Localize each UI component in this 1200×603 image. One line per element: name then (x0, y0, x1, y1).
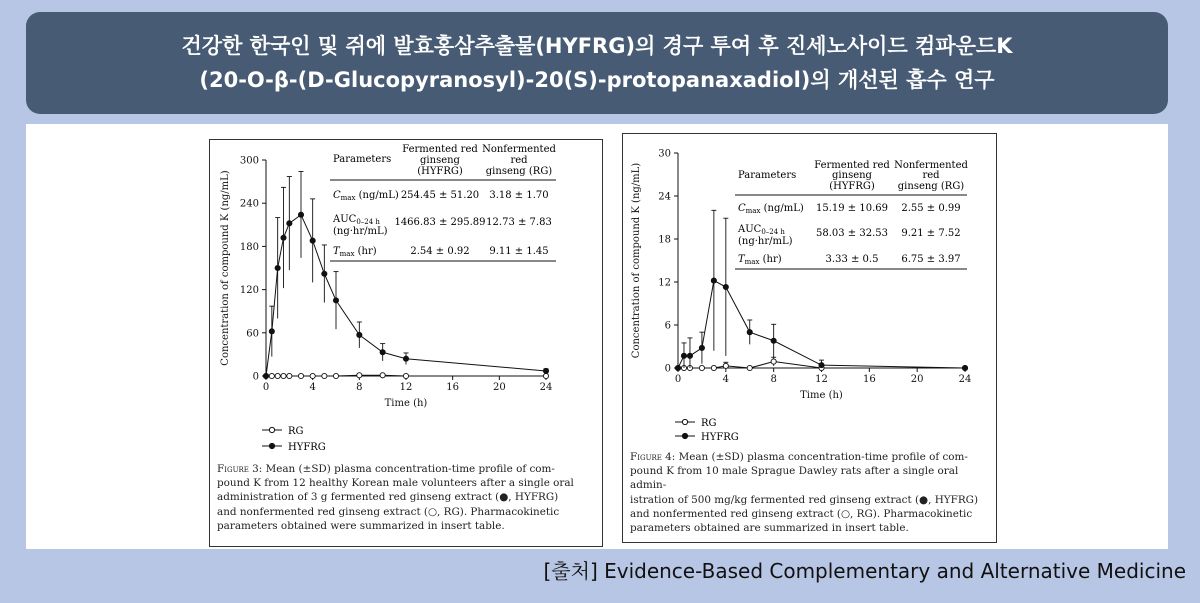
hyfrg-series-line (678, 281, 965, 368)
x-tick-label: 24 (539, 382, 553, 393)
table-header-fermented-3: (HYFRG) (417, 166, 463, 177)
legend-hyfrg-marker (269, 443, 274, 448)
hyfrg-data-point (711, 278, 716, 283)
table-header-fermented-2: ginseng (420, 155, 460, 166)
table-cell-tmax-hyfrg: 2.54 ± 0.92 (410, 246, 470, 257)
y-tick-label: 0 (252, 371, 259, 383)
table-cell-cmax-hyfrg: 254.45 ± 51.20 (400, 190, 480, 201)
x-tick-label: 4 (722, 374, 730, 385)
rg-data-point (543, 373, 548, 378)
rg-data-point (322, 373, 327, 378)
table-header-fermented-1: Fermented red (402, 144, 478, 155)
legend-rg-label: RG (288, 426, 304, 437)
hyfrg-data-point (543, 368, 548, 373)
hyfrg-data-point (681, 353, 686, 358)
table-cell-tmax-rg: 6.75 ± 3.97 (901, 254, 961, 265)
table-header-nonfermented-1: Nonfermented (894, 160, 968, 171)
hyfrg-data-point (962, 365, 967, 370)
y-tick-label: 240 (239, 198, 259, 210)
caption-3-prefix: Figure 3: (217, 463, 263, 475)
table-header-nonfermented-3: ginseng (RG) (485, 166, 553, 177)
table-cell-tmax-hyfrg: 3.33 ± 0.5 (825, 254, 879, 265)
hyfrg-data-point (281, 235, 286, 240)
rg-data-point (310, 373, 315, 378)
rg-data-point (380, 373, 385, 378)
x-axis-label: Time (h) (800, 390, 843, 401)
table-header-parameters: Parameters (333, 154, 392, 165)
y-tick-label: 180 (239, 241, 259, 253)
table-header-nonfermented-2: red (922, 170, 940, 181)
rg-data-point (269, 373, 274, 378)
caption-4-text-1: Mean (±SD) plasma concentration-time profile of com- (678, 451, 968, 463)
legend-hyfrg-marker (682, 433, 687, 438)
table-param-cmax: $C_{max}$ (ng/mL) (333, 190, 399, 202)
x-tick-label: 20 (910, 374, 924, 385)
hyfrg-data-point (333, 298, 338, 303)
table-cell-auc-rg: 9.21 ± 7.52 (901, 228, 961, 239)
x-tick-label: 12 (815, 374, 828, 385)
rg-data-point (281, 373, 286, 378)
caption-3-text-1: Mean (±SD) plasma concentration-time profile of com- (265, 463, 555, 475)
table-cell-cmax-rg: 3.18 ± 1.70 (489, 190, 549, 201)
title-line-2: (20-O-β-(D-Glucopyranosyl)-20(S)-protopanaxadiol)의 개선된 흡수 연구 (199, 68, 995, 92)
x-tick-label: 8 (770, 374, 777, 385)
table-param-auc: $AUC_{0-24 h}$ (333, 214, 380, 226)
rg-data-point (357, 373, 362, 378)
rg-data-point (287, 373, 292, 378)
caption-3-line-5: parameters obtained were summarized in insert table. (217, 519, 505, 532)
caption-3-line-4: and nonfermented red ginseng extract (○, RG). Pharmacokinetic (217, 505, 560, 518)
figure-area (26, 124, 1168, 549)
rg-data-point (403, 373, 408, 378)
figure-4-table (735, 160, 968, 269)
table-param-auc-unit: (ng·hr/mL) (333, 226, 388, 237)
title-line-1: 건강한 한국인 및 쥐에 발효홍삼추출물(HYFRG)의 경구 투여 후 진세노사이드 컴파운드K (181, 34, 1013, 58)
figure-3-legend (262, 426, 326, 453)
hyfrg-data-point (819, 363, 824, 368)
caption-3-line-2: pound K from 12 healthy Korean male volunteers after a single oral (217, 477, 574, 490)
x-tick-label: 20 (492, 382, 506, 393)
y-axis-label: Concentration of compound K (ng/mL) (631, 162, 642, 359)
caption-4-prefix: Figure 4: (630, 451, 676, 463)
y-tick-label: 120 (239, 285, 259, 297)
table-cell-tmax-rg: 9.11 ± 1.45 (489, 246, 549, 257)
legend-hyfrg-label: HYFRG (288, 442, 326, 453)
figure-4-panel (622, 133, 997, 543)
legend-hyfrg-label: HYFRG (701, 432, 739, 443)
x-axis-label: Time (h) (384, 398, 428, 409)
x-tick-label: 24 (958, 374, 972, 385)
hyfrg-data-point (298, 212, 303, 217)
table-header-nonfermented-3: ginseng (RG) (897, 181, 965, 192)
caption-3-line-3: administration of 3 g fermented red ginseng extract (●, HYFRG) (217, 491, 559, 504)
source-citation: [출처] Evidence-Based Complementary and Alternative Medicine (543, 559, 1186, 583)
rg-data-point (723, 363, 728, 368)
hyfrg-data-point (687, 353, 692, 358)
table-header-nonfermented-2: red (510, 155, 528, 166)
y-tick-label: 0 (664, 363, 671, 375)
figure-3-table (330, 144, 556, 261)
figure-3-panel (209, 139, 603, 547)
hyfrg-data-point (269, 329, 274, 334)
rg-data-point (333, 373, 338, 378)
hyfrg-data-point (275, 265, 280, 270)
figure-4-caption (630, 450, 992, 535)
figure-3-caption (217, 462, 597, 533)
x-tick-label: 16 (446, 382, 460, 393)
caption-4-line-3: istration of 500 mg/kg fermented red ginseng extract (●, HYFRG) (630, 493, 979, 506)
y-tick-label: 24 (658, 191, 671, 203)
y-tick-label: 18 (658, 234, 671, 246)
hyfrg-data-point (322, 271, 327, 276)
rg-data-point (298, 373, 303, 378)
table-cell-auc-hyfrg: 58.03 ± 32.53 (816, 228, 888, 239)
rg-data-point (747, 365, 752, 370)
table-param-auc-unit: (ng·hr/mL) (738, 236, 793, 247)
hyfrg-data-point (747, 330, 752, 335)
x-tick-label: 0 (262, 382, 270, 393)
caption-3-line-1 (217, 462, 597, 476)
table-cell-auc-rg: 12.73 ± 7.83 (486, 217, 552, 228)
table-header-fermented-3: (HYFRG) (829, 181, 875, 192)
hyfrg-data-point (771, 338, 776, 343)
x-tick-label: 0 (674, 374, 682, 385)
y-tick-label: 30 (658, 148, 671, 160)
table-header-parameters: Parameters (738, 170, 797, 181)
rg-data-point (771, 359, 776, 364)
hyfrg-data-point (357, 332, 362, 337)
table-param-cmax: $C_{max}$ (ng/mL) (738, 203, 804, 215)
y-tick-label: 300 (239, 155, 259, 167)
y-tick-label: 12 (658, 277, 671, 289)
hyfrg-data-point (699, 345, 704, 350)
y-tick-label: 6 (664, 320, 671, 332)
hyfrg-data-point (287, 221, 292, 226)
hyfrg-data-point (403, 356, 408, 361)
caption-4-line-1 (630, 450, 992, 464)
rg-data-point (699, 365, 704, 370)
x-tick-label: 4 (309, 382, 316, 393)
table-param-tmax: $T_{max}$ (hr) (333, 246, 377, 258)
x-tick-label: 8 (356, 382, 363, 393)
caption-4-line-4: and nonfermented red ginseng extract (○, RG). Pharmacokinetic (630, 507, 973, 520)
table-header-fermented-1: Fermented red (814, 160, 890, 171)
x-tick-label: 16 (862, 374, 876, 385)
hyfrg-series-line (266, 215, 549, 376)
caption-4-line-5: parameters obtained are summarized in insert table. (630, 522, 909, 535)
table-param-tmax: $T_{max}$ (hr) (738, 254, 782, 266)
hyfrg-data-point (263, 373, 268, 378)
rg-data-point (275, 373, 280, 378)
y-axis-label: Concentration of compound K (ng/mL) (220, 170, 231, 366)
figure-4-legend (675, 418, 739, 443)
table-header-nonfermented-1: Nonfermented (482, 144, 556, 155)
table-param-auc: $AUC_{0-24 h}$ (738, 224, 785, 236)
table-cell-auc-hyfrg: 1466.83 ± 295.89 (394, 217, 486, 228)
rg-data-point (711, 365, 716, 370)
hyfrg-data-point (675, 365, 680, 370)
legend-rg-marker (682, 419, 687, 424)
hyfrg-data-point (310, 238, 315, 243)
table-cell-cmax-hyfrg: 15.19 ± 10.69 (816, 203, 888, 214)
legend-rg-label: RG (701, 418, 717, 429)
hyfrg-data-point (723, 284, 728, 289)
legend-rg-marker (269, 427, 274, 432)
table-header-fermented-2: ginseng (832, 170, 872, 181)
x-tick-label: 12 (399, 382, 413, 393)
hyfrg-data-point (380, 350, 385, 355)
table-cell-cmax-rg: 2.55 ± 0.99 (901, 203, 961, 214)
caption-4-line-2: pound K from 10 male Sprague Dawley rats after a single oral admin- (630, 465, 959, 492)
title-banner (26, 12, 1168, 114)
y-tick-label: 60 (246, 328, 259, 340)
